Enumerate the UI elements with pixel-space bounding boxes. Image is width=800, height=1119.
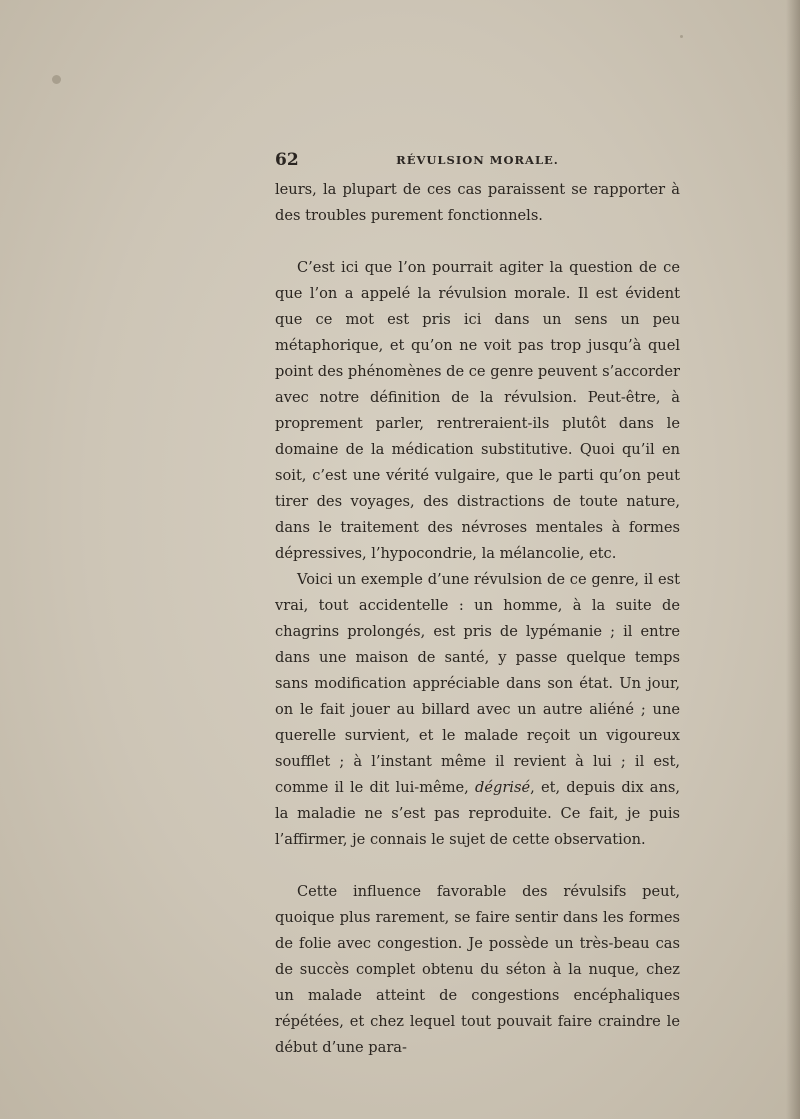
body-text xyxy=(275,177,680,1061)
running-title: RÉVULSION MORALE. xyxy=(396,153,559,167)
example-text-before: Voici un exemple d’une révulsion de ce genre, il est vrai, tout accidentelle : un homme, à la suite de chagrins prolongés, est pris de lypémanie ; il entre dans une maison de santé, y passe quelque temps sans modification appréciable dans son état. Un jour, on le fait jouer au billard avec un autre aliéné ; une querelle survient, et le malade reçoit un vigoureux soufflet ; à l’instant même il revient à lui ; il est, comme il le dit lui-même, xyxy=(275,571,680,796)
paragraph-continuation: leurs, la plupart de ces cas paraissent se rapporter à des troubles purement fonctionnels. xyxy=(275,181,680,224)
paragraph-example xyxy=(275,567,680,853)
paper-speck xyxy=(52,75,61,84)
example-text-after: , et, depuis dix ans, la maladie ne s’est pas reproduite. Ce fait, je puis l’affirmer, je connais le sujet de cette observation. xyxy=(275,779,681,848)
page-edge-shadow xyxy=(786,0,800,1119)
page-header xyxy=(275,150,680,172)
emphasis-word: dégrisé xyxy=(475,779,531,796)
paragraph-revulsion-morale: C’est ici que l’on pourrait agiter la question de ce que l’on a appelé la révulsion morale. Il est évident que ce mot est pris ici dans un sens un peu métaphorique, et qu’on ne voit pas trop jusqu’à quel point des phénomènes de ce genre peuvent s’accorder avec notre définition de la révulsion. Peut-être, à proprement parler, rentreraient-ils plutôt dans le domaine de la médication substitutive. Quoi qu’il en soit, c’est une vérité vulgaire, que le parti qu’on peut tirer des voyages, des distractions de toute nature, dans le traitement des névroses mentales à formes dépressives, l’hypocondrie, la mélancolie, etc. xyxy=(275,259,680,562)
paper-speck xyxy=(680,35,683,38)
paragraph-influence: Cette influence favorable des révulsifs peut, quoique plus rarement, se faire sentir dans les formes de folie avec congestion. Je possède un très-beau cas de succès complet obtenu du séton à la nuque, chez un malade atteint de congestions encéphaliques répétées, et chez lequel tout pouvait faire craindre le début d’une para- xyxy=(275,883,680,1056)
page-number: 62 xyxy=(275,150,299,170)
